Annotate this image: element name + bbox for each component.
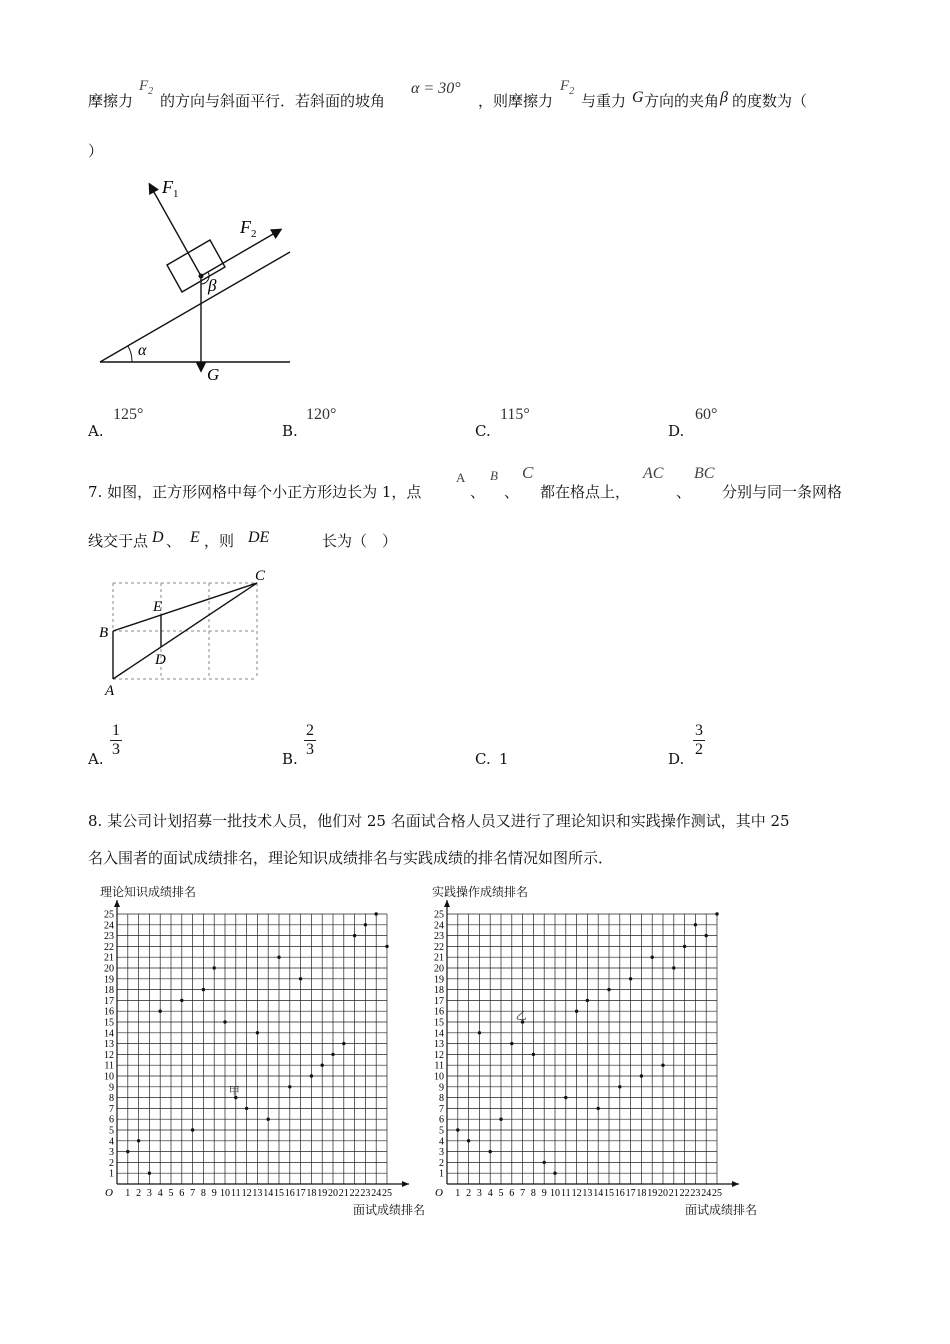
- y-tick-label: 14: [434, 1028, 444, 1040]
- x-tick-label: 20: [328, 1188, 338, 1198]
- q6-beta-symbol: β: [720, 89, 728, 106]
- data-point: [640, 1074, 643, 1077]
- x-tick-label: 1: [125, 1188, 131, 1198]
- y-axis-arrow: [444, 900, 450, 907]
- data-point: [364, 923, 367, 926]
- q6-g-symbol: G: [632, 89, 644, 106]
- x-tick-label: 15: [604, 1188, 614, 1198]
- data-point: [321, 1064, 324, 1067]
- q7-text-line2a: 线交于点: [88, 532, 149, 550]
- y-tick-label: 21: [104, 952, 114, 964]
- data-point: [288, 1085, 291, 1088]
- q6-line1: [88, 90, 133, 111]
- y-tick-label: 17: [104, 995, 114, 1007]
- x-tick-label: 16: [614, 1188, 625, 1198]
- y-tick-label: 1: [439, 1168, 444, 1180]
- x-tick-label: 3: [476, 1188, 482, 1198]
- q6-line2: ）: [88, 142, 104, 160]
- y-tick-label: 11: [434, 1060, 444, 1072]
- q7-segment-de: DE: [248, 529, 270, 546]
- data-point: [245, 1107, 248, 1110]
- label-alpha: α: [138, 342, 147, 359]
- q6-text-b: 的方向与斜面平行．若斜面的坡角: [160, 92, 386, 110]
- x-tick-label: 17: [625, 1188, 636, 1198]
- data-point: [499, 1118, 502, 1121]
- y-tick-label: 23: [434, 931, 444, 943]
- q7-text-a: 7. 如图，正方形网格中每个小正方形边长为 1，点: [88, 483, 422, 501]
- y-tick-label: 16: [104, 1006, 114, 1018]
- data-point: [683, 945, 686, 948]
- data-point: [564, 1096, 567, 1099]
- chart2-xlabel: 面试成绩排名: [685, 1203, 758, 1217]
- x-tick-label: 7: [190, 1188, 196, 1198]
- y-tick-label: 2: [439, 1157, 444, 1169]
- y-tick-label: 22: [104, 941, 114, 953]
- data-point: [705, 934, 708, 937]
- x-tick-label: 12: [241, 1188, 252, 1198]
- x-tick-label: 14: [263, 1188, 274, 1198]
- q6-option-d-value: 60°: [695, 406, 718, 423]
- x-tick-label: 19: [647, 1188, 658, 1198]
- y-tick-label: 22: [434, 941, 444, 953]
- data-point: [353, 934, 356, 937]
- q6-text-e: 方向的夹角: [644, 92, 720, 110]
- q6-text-d: 与重力: [581, 92, 627, 110]
- x-tick-label: 6: [509, 1188, 515, 1198]
- data-point: [267, 1118, 270, 1121]
- y-tick-label: 1: [109, 1168, 114, 1180]
- y-tick-label: 15: [104, 1017, 114, 1029]
- q7-option-b-fraction: $\frac{2}{3}$: [306, 722, 314, 758]
- x-tick-label: 11: [560, 1188, 571, 1198]
- data-point: [661, 1064, 664, 1067]
- q8-line1: 8. 某公司计划招募一批技术人员，他们对 25 名面试合格人员又进行了理论知识和实践操作测试，其中 25: [88, 812, 790, 830]
- y-tick-label: 25: [104, 909, 114, 921]
- x-tick-label: 15: [274, 1188, 284, 1198]
- y-tick-label: 18: [104, 985, 114, 997]
- q7-option-c-letter[interactable]: C.: [475, 750, 491, 768]
- x-tick-label: 1: [455, 1188, 461, 1198]
- label-beta: β: [208, 276, 217, 295]
- q7-segment-ac: AC: [643, 465, 664, 482]
- q6-option-b-letter[interactable]: B.: [282, 422, 298, 440]
- y-tick-label: 9: [109, 1082, 114, 1094]
- q7-sep-1: 、: [470, 483, 486, 501]
- data-point: [575, 1010, 578, 1013]
- data-point: [586, 999, 589, 1002]
- y-tick-label: 5: [439, 1125, 444, 1137]
- grid: [447, 914, 717, 1184]
- x-tick-label: 21: [668, 1188, 679, 1198]
- data-point: [159, 1010, 162, 1013]
- y-tick-label: 3: [439, 1147, 444, 1159]
- y-tick-label: 25: [434, 909, 444, 921]
- x-tick-label: 10: [550, 1188, 560, 1198]
- y-tick-label: 20: [104, 963, 114, 975]
- data-point: [618, 1085, 621, 1088]
- q7-segment-bc: BC: [694, 465, 715, 482]
- q7-sep-4: 、: [166, 532, 182, 550]
- y-tick-label: 19: [434, 974, 444, 986]
- x-tick-label: 24: [701, 1188, 712, 1198]
- data-point: [223, 1020, 226, 1023]
- data-point: [375, 912, 378, 915]
- q7-sep-2: 、: [504, 483, 520, 501]
- x-tick-label: 17: [295, 1188, 306, 1198]
- data-point: [148, 1172, 151, 1175]
- data-point: [299, 977, 302, 980]
- y-tick-label: 9: [439, 1082, 444, 1094]
- y-tick-label: 17: [434, 995, 444, 1007]
- label-d: D: [155, 652, 166, 668]
- q7-point-b: B: [490, 468, 498, 483]
- y-tick-label: 4: [439, 1136, 444, 1148]
- x-tick-label: 23: [360, 1188, 371, 1198]
- q6-option-c-letter[interactable]: C.: [475, 422, 491, 440]
- x-tick-label: 22: [679, 1188, 690, 1198]
- q6-text-f: 的度数为（: [732, 92, 808, 110]
- data-point: [385, 945, 388, 948]
- q6-text-c: ，则摩擦力: [478, 92, 554, 110]
- q7-point-a: A: [456, 470, 466, 485]
- q6-option-b-value: 120°: [306, 406, 337, 423]
- data-point: [213, 966, 216, 969]
- x-tick-label: 2: [466, 1188, 472, 1198]
- y-tick-label: 20: [434, 963, 444, 975]
- y-tick-label: 16: [434, 1006, 444, 1018]
- grid: [117, 914, 387, 1184]
- q6-f2-symbol-2: $F_2$: [560, 78, 575, 97]
- y-tick-label: 8: [109, 1093, 114, 1105]
- q7-text-line2b: ，则: [204, 532, 235, 550]
- data-point: [543, 1161, 546, 1164]
- origin-label: O: [435, 1187, 443, 1198]
- data-point: [672, 966, 675, 969]
- x-tick-label: 9: [211, 1188, 217, 1198]
- y-tick-label: 12: [434, 1049, 444, 1061]
- q7-option-a-fraction: $\frac{1}{3}$: [112, 722, 120, 758]
- y-tick-label: 24: [434, 920, 444, 932]
- force-point: [199, 274, 204, 279]
- data-point: [180, 999, 183, 1002]
- x-tick-label: 8: [200, 1188, 206, 1198]
- q7-point-d: D: [152, 529, 164, 546]
- q7-option-d-letter[interactable]: D.: [668, 750, 685, 768]
- data-point: [553, 1172, 556, 1175]
- data-point: [694, 923, 697, 926]
- label-c: C: [255, 568, 266, 584]
- y-tick-label: 7: [439, 1103, 444, 1115]
- origin-label: O: [105, 1187, 113, 1198]
- q7-grid-figure: [95, 565, 275, 700]
- q7-option-a-letter[interactable]: A.: [88, 750, 104, 768]
- x-tick-label: 10: [220, 1188, 230, 1198]
- alpha-arc: [128, 346, 132, 362]
- x-tick-label: 9: [541, 1188, 547, 1198]
- x-tick-label: 21: [338, 1188, 349, 1198]
- x-axis-arrow: [402, 1181, 409, 1187]
- data-point: [597, 1107, 600, 1110]
- y-tick-label: 14: [104, 1028, 114, 1040]
- q6-text-a: 摩擦力: [88, 92, 134, 110]
- data-point: [310, 1074, 313, 1077]
- q7-sep-3: 、: [676, 483, 692, 501]
- data-point: [191, 1128, 194, 1131]
- q7-text-c: 分别与同一条网格: [722, 483, 843, 501]
- y-tick-label: 7: [109, 1103, 114, 1115]
- data-point: [629, 977, 632, 980]
- y-tick-label: 23: [104, 931, 114, 943]
- label-e: E: [153, 599, 163, 615]
- point-annotation: 乙: [515, 1010, 527, 1022]
- point-annotation: 甲: [228, 1085, 240, 1098]
- x-tick-label: 11: [230, 1188, 241, 1198]
- x-tick-label: 22: [349, 1188, 360, 1198]
- y-tick-label: 6: [109, 1114, 114, 1126]
- segment-bc: [113, 583, 257, 631]
- chart1-xlabel: 面试成绩排名: [353, 1203, 426, 1217]
- q6-alpha-eq: α = 30°: [411, 80, 461, 97]
- x-tick-label: 4: [487, 1188, 493, 1198]
- y-tick-label: 3: [109, 1147, 114, 1159]
- q7-text-line2c: 长为（ ）: [322, 532, 398, 550]
- q7-point-c: C: [522, 463, 534, 482]
- q6-option-d-letter[interactable]: D.: [668, 422, 685, 440]
- x-tick-label: 20: [658, 1188, 668, 1198]
- q6-incline-figure: [90, 165, 300, 390]
- y-tick-label: 21: [434, 952, 444, 964]
- y-tick-label: 4: [109, 1136, 114, 1148]
- y-axis-arrow: [114, 900, 120, 907]
- x-tick-label: 4: [157, 1188, 163, 1198]
- x-tick-label: 13: [252, 1188, 263, 1198]
- chart1-title: 理论知识成绩排名: [100, 885, 197, 899]
- data-point: [331, 1053, 334, 1056]
- label-b: B: [99, 625, 109, 641]
- data-point: [532, 1053, 535, 1056]
- data-point: [126, 1150, 129, 1153]
- y-tick-label: 10: [434, 1071, 444, 1083]
- incline-line: [100, 252, 290, 362]
- y-tick-label: 6: [439, 1114, 444, 1126]
- x-tick-label: 7: [520, 1188, 526, 1198]
- data-point: [489, 1150, 492, 1153]
- label-f1: $F_1$: [162, 177, 179, 200]
- y-tick-label: 12: [104, 1049, 114, 1061]
- x-tick-label: 14: [593, 1188, 604, 1198]
- x-tick-label: 5: [168, 1188, 174, 1198]
- x-tick-label: 19: [317, 1188, 328, 1198]
- chart2-practice-rank: [425, 898, 745, 1198]
- q7-text-b: 都在格点上，: [540, 483, 631, 501]
- data-point: [256, 1031, 259, 1034]
- q7-option-d-fraction: $\frac{3}{2}$: [695, 722, 703, 758]
- q6-option-a-value: 125°: [113, 406, 144, 423]
- q8-line2: 名入围者的面试成绩排名，理论知识成绩排名与实践成绩的排名情况如图所示．: [88, 849, 614, 867]
- q7-option-c-value: 1: [499, 750, 509, 768]
- chart2-title: 实践操作成绩排名: [432, 885, 529, 899]
- data-point: [137, 1139, 140, 1142]
- x-tick-label: 8: [530, 1188, 536, 1198]
- data-point: [651, 956, 654, 959]
- x-tick-label: 3: [146, 1188, 152, 1198]
- q6-f2-symbol: $F_2$: [139, 78, 154, 97]
- label-f2: $F_2$: [240, 217, 257, 240]
- data-point: [510, 1042, 513, 1045]
- x-tick-label: 12: [571, 1188, 582, 1198]
- q6-option-c-value: 115°: [500, 406, 530, 423]
- y-tick-label: 11: [104, 1060, 114, 1072]
- y-tick-label: 18: [434, 985, 444, 997]
- x-tick-label: 2: [136, 1188, 142, 1198]
- q7-option-b-letter[interactable]: B.: [282, 750, 298, 768]
- y-tick-label: 15: [434, 1017, 444, 1029]
- q6-option-a-letter[interactable]: A.: [88, 422, 104, 440]
- q7-point-e: E: [190, 529, 200, 546]
- data-point: [202, 988, 205, 991]
- data-point: [456, 1128, 459, 1131]
- data-point: [467, 1139, 470, 1142]
- x-tick-label: 5: [498, 1188, 504, 1198]
- data-point: [277, 956, 280, 959]
- x-tick-label: 18: [636, 1188, 647, 1198]
- label-a: A: [105, 683, 115, 699]
- label-g: G: [207, 365, 220, 384]
- data-point: [342, 1042, 345, 1045]
- x-tick-label: 13: [582, 1188, 593, 1198]
- x-tick-label: 24: [371, 1188, 382, 1198]
- x-tick-label: 25: [382, 1188, 392, 1198]
- x-tick-label: 6: [179, 1188, 185, 1198]
- x-tick-label: 23: [690, 1188, 701, 1198]
- data-point: [478, 1031, 481, 1034]
- y-tick-label: 13: [434, 1039, 444, 1051]
- data-point: [607, 988, 610, 991]
- y-tick-label: 5: [109, 1125, 114, 1137]
- y-tick-label: 24: [104, 920, 114, 932]
- chart1-theory-rank: [95, 898, 415, 1198]
- y-tick-label: 10: [104, 1071, 114, 1083]
- x-tick-label: 18: [306, 1188, 317, 1198]
- x-tick-label: 16: [284, 1188, 295, 1198]
- data-point: [715, 912, 718, 915]
- y-tick-label: 19: [104, 974, 114, 986]
- x-axis-arrow: [732, 1181, 739, 1187]
- y-tick-label: 13: [104, 1039, 114, 1051]
- x-tick-label: 25: [712, 1188, 722, 1198]
- y-tick-label: 2: [109, 1157, 114, 1169]
- y-tick-label: 8: [439, 1093, 444, 1105]
